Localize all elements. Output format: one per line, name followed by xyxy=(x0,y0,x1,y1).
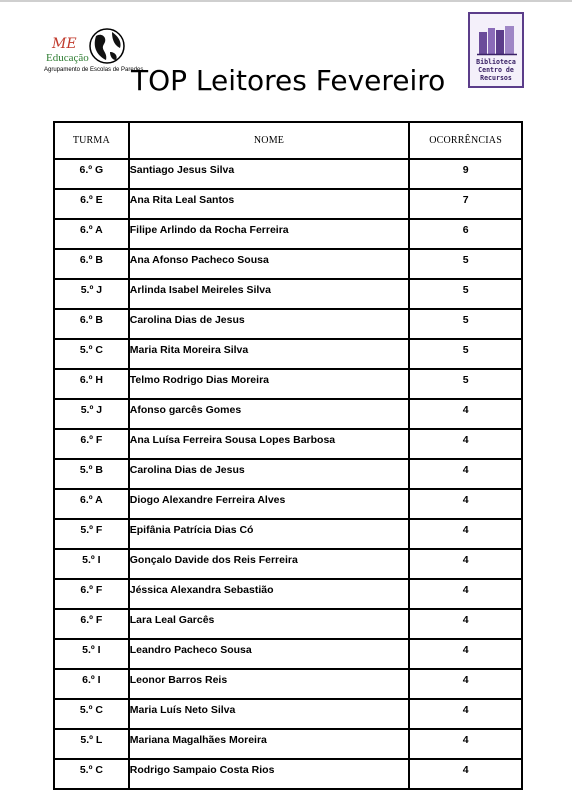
ocorrencias-cell: 7 xyxy=(409,189,522,219)
ocorrencias-cell: 5 xyxy=(409,279,522,309)
turma-cell: 6.º G xyxy=(54,159,129,189)
ocorrencias-cell: 4 xyxy=(409,729,522,759)
ocorrencias-cell: 4 xyxy=(409,579,522,609)
ocorrencias-cell: 5 xyxy=(409,249,522,279)
table-row xyxy=(54,579,522,609)
books-icon xyxy=(477,24,517,56)
turma-cell: 5.º J xyxy=(54,399,129,429)
agrupamento-caption: Agrupamento de Escolas de Paredes xyxy=(44,67,144,73)
turma-cell: 5.º L xyxy=(54,729,129,759)
leitores-table xyxy=(53,121,523,790)
ocorrencias-cell: 4 xyxy=(409,399,522,429)
ocorrencias-cell: 5 xyxy=(409,369,522,399)
nome-cell: Filipe Arlindo da Rocha Ferreira xyxy=(129,219,409,249)
page-top-border xyxy=(0,0,572,2)
nome-cell: Leonor Barros Reis xyxy=(129,669,409,699)
biblioteca-logo-line1: Biblioteca xyxy=(476,58,516,66)
nome-cell: Diogo Alexandre Ferreira Alves xyxy=(129,489,409,519)
ocorrencias-cell: 4 xyxy=(409,549,522,579)
turma-cell: 6.º F xyxy=(54,579,129,609)
nome-cell: Lara Leal Garcês xyxy=(129,609,409,639)
nome-cell: Rodrigo Sampaio Costa Rios xyxy=(129,759,409,789)
nome-cell: Carolina Dias de Jesus xyxy=(129,309,409,339)
turma-cell: 6.º E xyxy=(54,189,129,219)
turma-cell: 6.º F xyxy=(54,429,129,459)
table-row xyxy=(54,189,522,219)
table-row xyxy=(54,639,522,669)
turma-cell: 6.º H xyxy=(54,369,129,399)
table-body xyxy=(54,159,522,789)
nome-cell: Epifânia Patrícia Dias Có xyxy=(129,519,409,549)
turma-cell: 6.º I xyxy=(54,669,129,699)
ocorrencias-cell: 4 xyxy=(409,759,522,789)
nome-cell: Ana Rita Leal Santos xyxy=(129,189,409,219)
nome-cell: Carolina Dias de Jesus xyxy=(129,459,409,489)
table-row xyxy=(54,669,522,699)
ocorrencias-cell: 4 xyxy=(409,639,522,669)
nome-cell: Santiago Jesus Silva xyxy=(129,159,409,189)
nome-cell: Leandro Pacheco Sousa xyxy=(129,639,409,669)
turma-cell: 5.º C xyxy=(54,759,129,789)
turma-cell: 6.º A xyxy=(54,219,129,249)
table-row xyxy=(54,489,522,519)
me-logo-mark: ME xyxy=(52,36,77,52)
nome-cell: Maria Rita Moreira Silva xyxy=(129,339,409,369)
educacao-logo-text: Educação xyxy=(46,52,89,64)
table-row xyxy=(54,549,522,579)
turma-cell: 6.º B xyxy=(54,309,129,339)
ocorrencias-cell: 4 xyxy=(409,429,522,459)
ocorrencias-cell: 4 xyxy=(409,459,522,489)
nome-cell: Jéssica Alexandra Sebastião xyxy=(129,579,409,609)
table-row xyxy=(54,219,522,249)
turma-cell: 6.º A xyxy=(54,489,129,519)
turma-cell: 5.º I xyxy=(54,639,129,669)
table-row xyxy=(54,729,522,759)
globe-icon xyxy=(88,26,126,66)
biblioteca-logo xyxy=(468,12,524,88)
page-title: TOP Leitores Fevereiro xyxy=(131,64,446,97)
nome-cell: Telmo Rodrigo Dias Moreira xyxy=(129,369,409,399)
nome-cell: Gonçalo Davide dos Reis Ferreira xyxy=(129,549,409,579)
table-row xyxy=(54,399,522,429)
biblioteca-logo-line2: Centro de xyxy=(478,66,514,74)
table-row xyxy=(54,519,522,549)
column-header-ocorrencias: OCORRÊNCIAS xyxy=(409,122,522,159)
nome-cell: Afonso garcês Gomes xyxy=(129,399,409,429)
biblioteca-logo-line3: Recursos xyxy=(480,74,512,82)
turma-cell: 5.º B xyxy=(54,459,129,489)
turma-cell: 6.º F xyxy=(54,609,129,639)
table-row xyxy=(54,159,522,189)
turma-cell: 5.º I xyxy=(54,549,129,579)
table-row xyxy=(54,459,522,489)
table-row xyxy=(54,429,522,459)
turma-cell: 5.º C xyxy=(54,339,129,369)
nome-cell: Ana Afonso Pacheco Sousa xyxy=(129,249,409,279)
ocorrencias-cell: 4 xyxy=(409,489,522,519)
table-row xyxy=(54,369,522,399)
table-row xyxy=(54,249,522,279)
table-row xyxy=(54,759,522,789)
nome-cell: Ana Luísa Ferreira Sousa Lopes Barbosa xyxy=(129,429,409,459)
ocorrencias-cell: 4 xyxy=(409,699,522,729)
ocorrencias-cell: 9 xyxy=(409,159,522,189)
nome-cell: Arlinda Isabel Meireles Silva xyxy=(129,279,409,309)
table-row xyxy=(54,609,522,639)
turma-cell: 6.º B xyxy=(54,249,129,279)
ocorrencias-cell: 6 xyxy=(409,219,522,249)
ocorrencias-cell: 4 xyxy=(409,609,522,639)
turma-cell: 5.º J xyxy=(54,279,129,309)
nome-cell: Mariana Magalhães Moreira xyxy=(129,729,409,759)
table-header-row xyxy=(54,122,522,159)
table-row xyxy=(54,309,522,339)
table-row xyxy=(54,339,522,369)
ocorrencias-cell: 4 xyxy=(409,669,522,699)
turma-cell: 5.º C xyxy=(54,699,129,729)
nome-cell: Maria Luís Neto Silva xyxy=(129,699,409,729)
column-header-turma: TURMA xyxy=(54,122,129,159)
ocorrencias-cell: 5 xyxy=(409,339,522,369)
turma-cell: 5.º F xyxy=(54,519,129,549)
table-row xyxy=(54,279,522,309)
column-header-nome: NOME xyxy=(129,122,409,159)
ocorrencias-cell: 5 xyxy=(409,309,522,339)
ocorrencias-cell: 4 xyxy=(409,519,522,549)
table-row xyxy=(54,699,522,729)
